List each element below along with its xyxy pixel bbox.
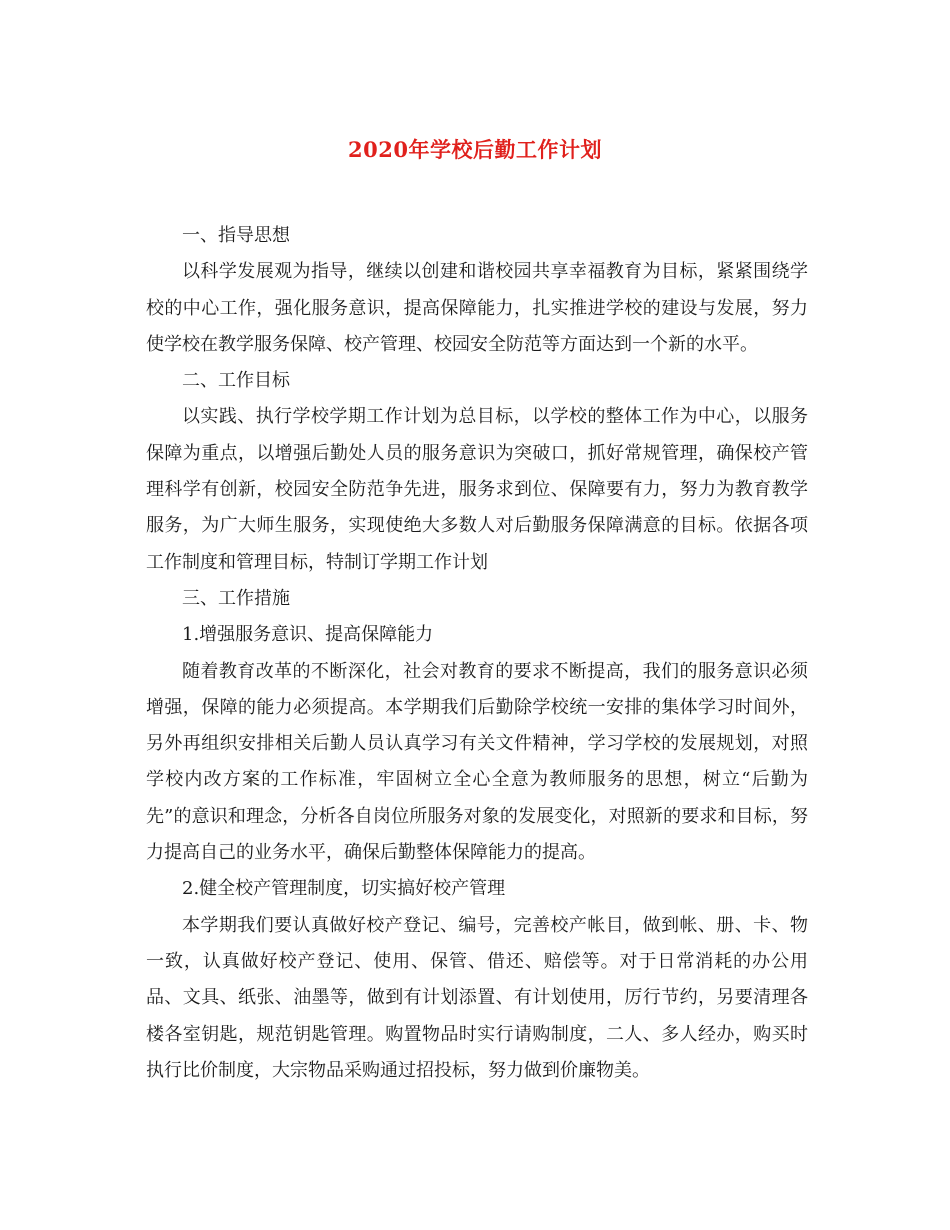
subsection-heading: 2.健全校产管理制度，切实搞好校产管理 xyxy=(182,878,506,900)
paragraph: 以科学发展观为指导，继续以创建和谐校园共享幸福教育为目标，紧紧围绕学校的中心工作，强化服务意识，提高保障能力，扎实推进学校的建设与发展，努力使学校在教学服务保障、校产管理、校园安全防范等方面达到一个新的水平。 xyxy=(146,261,808,355)
paragraph: 本学期我们要认真做好校产登记、编号，完善校产帐目，做到帐、册、卡、物一致，认真做好校产登记、使用、保管、借还、赔偿等。对于日常消耗的办公用品、文具、纸张、油墨等，做到有计划添置、有计划使用，厉行节约，另要清理各楼各室钥匙，规范钥匙管理。购置物品时实行请购制度，二人、多人经办，购买时执行比价制度，大宗物品采购通过招投标，努力做到价廉物美。 xyxy=(146,914,808,1081)
paragraph: 随着教育改革的不断深化，社会对教育的要求不断提高，我们的服务意识必须增强，保障的能力必须提高。本学期我们后勤除学校统一安排的集体学习时间外，另外再组织安排相关后勤人员认真学习有关文件精神，学习学校的发展规划，对照学校内改方案的工作标准，牢固树立全心全意为教师服务的思想，树立“后勤为先”的意识和理念，分析各自岗位所服务对象的发展变化，对照新的要求和目标，努力提高自己的业务水平，确保后勤整体保障能力的提高。 xyxy=(146,660,808,864)
section-heading-work-measures: 三、工作措施 xyxy=(182,587,290,609)
section-heading-guiding-ideology: 一、指导思想 xyxy=(182,225,290,246)
section-heading-work-goals: 二、工作目标 xyxy=(182,370,290,392)
paragraph: 以实践、执行学校学期工作计划为总目标，以学校的整体工作为中心，以服务保障为重点，以增强后勤处人员的服务意识为突破口，抓好常规管理，确保校产管理科学有创新，校园安全防范争先进，服务求到位、保障要有力，努力为教育教学服务，为广大师生服务，实现使绝大多数人对后勤服务保障满意的目标。依据各项工作制度和管理目标，特制订学期工作计划 xyxy=(146,406,808,573)
document-body xyxy=(146,218,808,1089)
subsection-heading: 1.增强服务意识、提高保障能力 xyxy=(182,624,434,646)
document-title: 2020年学校后勤工作计划 xyxy=(348,137,602,162)
